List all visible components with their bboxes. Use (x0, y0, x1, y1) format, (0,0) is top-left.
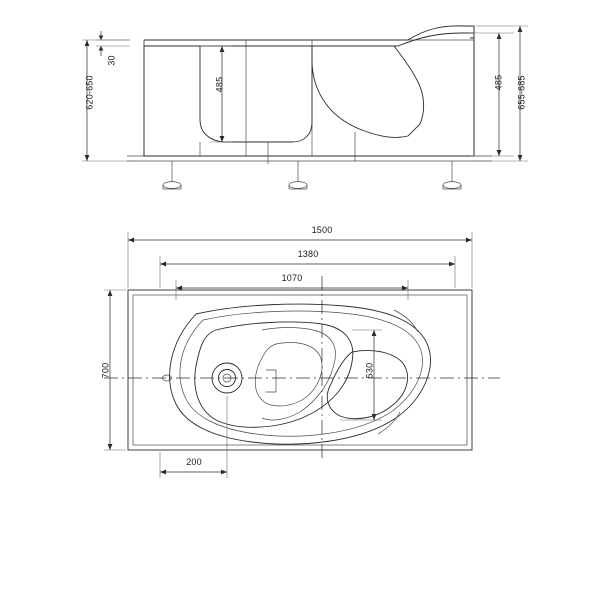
elevation-tub-outline (144, 26, 474, 156)
label-drain-offset: 200 (186, 457, 202, 467)
elevation-feet (163, 161, 461, 189)
top-plan-view (100, 232, 500, 478)
plan-extension-lines (100, 232, 472, 478)
dim-length-inner-1 (160, 262, 455, 267)
elevation-support-frame (127, 40, 492, 161)
label-length-inner-1: 1380 (297, 249, 319, 259)
label-inner-depth-right: 485 (493, 74, 504, 91)
label-inner-width: 530 (364, 362, 375, 379)
label-rim-thickness: 30 (106, 55, 117, 66)
label-overall-height-right: 655-685 (516, 75, 527, 110)
front-elevation-view (82, 26, 528, 189)
dim-overall-length (128, 238, 472, 243)
dim-drain-offset (160, 470, 227, 475)
label-overall-width: 700 (100, 362, 111, 379)
label-length-inner-2: 1070 (281, 273, 303, 283)
label-overall-height-left: 620-650 (84, 75, 95, 110)
plan-bowl-outline (170, 304, 431, 444)
dim-inner-depth-right (470, 33, 514, 156)
label-inner-depth-left: 485 (214, 76, 225, 93)
label-overall-length: 1500 (311, 225, 333, 235)
